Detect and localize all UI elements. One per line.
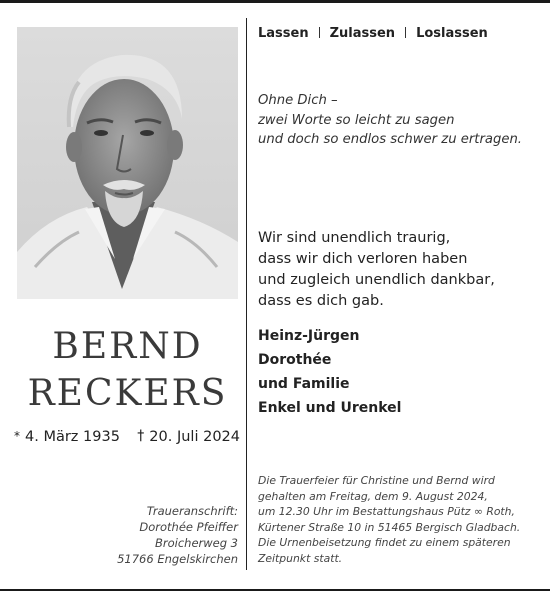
motto-word: Zulassen — [329, 26, 396, 41]
notice-line: Kürtener Straße 10 in 51465 Bergisch Gladbach. — [258, 520, 521, 534]
family-signatures — [258, 324, 401, 420]
funeral-notice — [258, 473, 520, 567]
motto-separator — [405, 27, 406, 38]
motto-word: Lassen — [258, 26, 309, 41]
poem — [258, 91, 522, 150]
column-divider — [246, 18, 247, 570]
address-line: Dorothée Pfeiffer — [139, 520, 238, 534]
notice-line: Zeitpunkt statt. — [258, 551, 343, 565]
birth-date-group — [14, 429, 120, 445]
motto-line — [258, 26, 488, 41]
address-line: 51766 Engelskirchen — [117, 552, 238, 566]
address-line: Broicherweg 3 — [154, 536, 238, 550]
portrait-illustration — [17, 27, 238, 299]
death-date-group — [137, 429, 240, 445]
notice-line: Die Trauerfeier für Christine und Bernd wird — [258, 474, 495, 487]
family-name: und Familie — [258, 376, 350, 392]
top-border — [0, 0, 550, 3]
portrait-photo — [17, 27, 238, 299]
deceased-last-name: RECKERS — [27, 373, 228, 414]
family-name: Heinz-Jürgen — [258, 328, 360, 344]
motto-word: Loslassen — [416, 26, 488, 41]
poem-line: und doch so endlos schwer zu ertragen. — [258, 132, 522, 147]
family-name: Dorothée — [258, 352, 332, 368]
deceased-first-name: BERND — [52, 326, 203, 367]
death-cross-icon: † — [137, 428, 145, 444]
poem-line: Ohne Dich – — [258, 93, 338, 108]
family-name: Enkel und Urenkel — [258, 400, 402, 416]
condolence-message — [258, 228, 495, 312]
birth-date: 4. März 1935 — [25, 429, 120, 445]
notice-line: um 12.30 Uhr im Bestattungshaus Pütz ∞ Roth, — [258, 505, 515, 519]
address-line: Traueranschrift: — [146, 504, 238, 518]
message-line: dass es dich gab. — [258, 293, 384, 309]
message-line: Wir sind unendlich traurig, — [258, 230, 451, 246]
poem-line: zwei Worte so leicht zu sagen — [258, 112, 455, 128]
mourning-address — [117, 503, 238, 567]
motto-separator — [319, 27, 320, 38]
message-line: und zugleich unendlich dankbar, — [258, 272, 495, 288]
birth-star-icon: * — [14, 429, 20, 443]
death-date: 20. Juli 2024 — [149, 429, 240, 445]
notice-line: gehalten am Freitag, dem 9. August 2024, — [258, 489, 488, 503]
notice-line: Die Urnenbeisetzung findet zu einem späteren — [258, 536, 511, 550]
message-line: dass wir dich verloren haben — [258, 251, 468, 267]
